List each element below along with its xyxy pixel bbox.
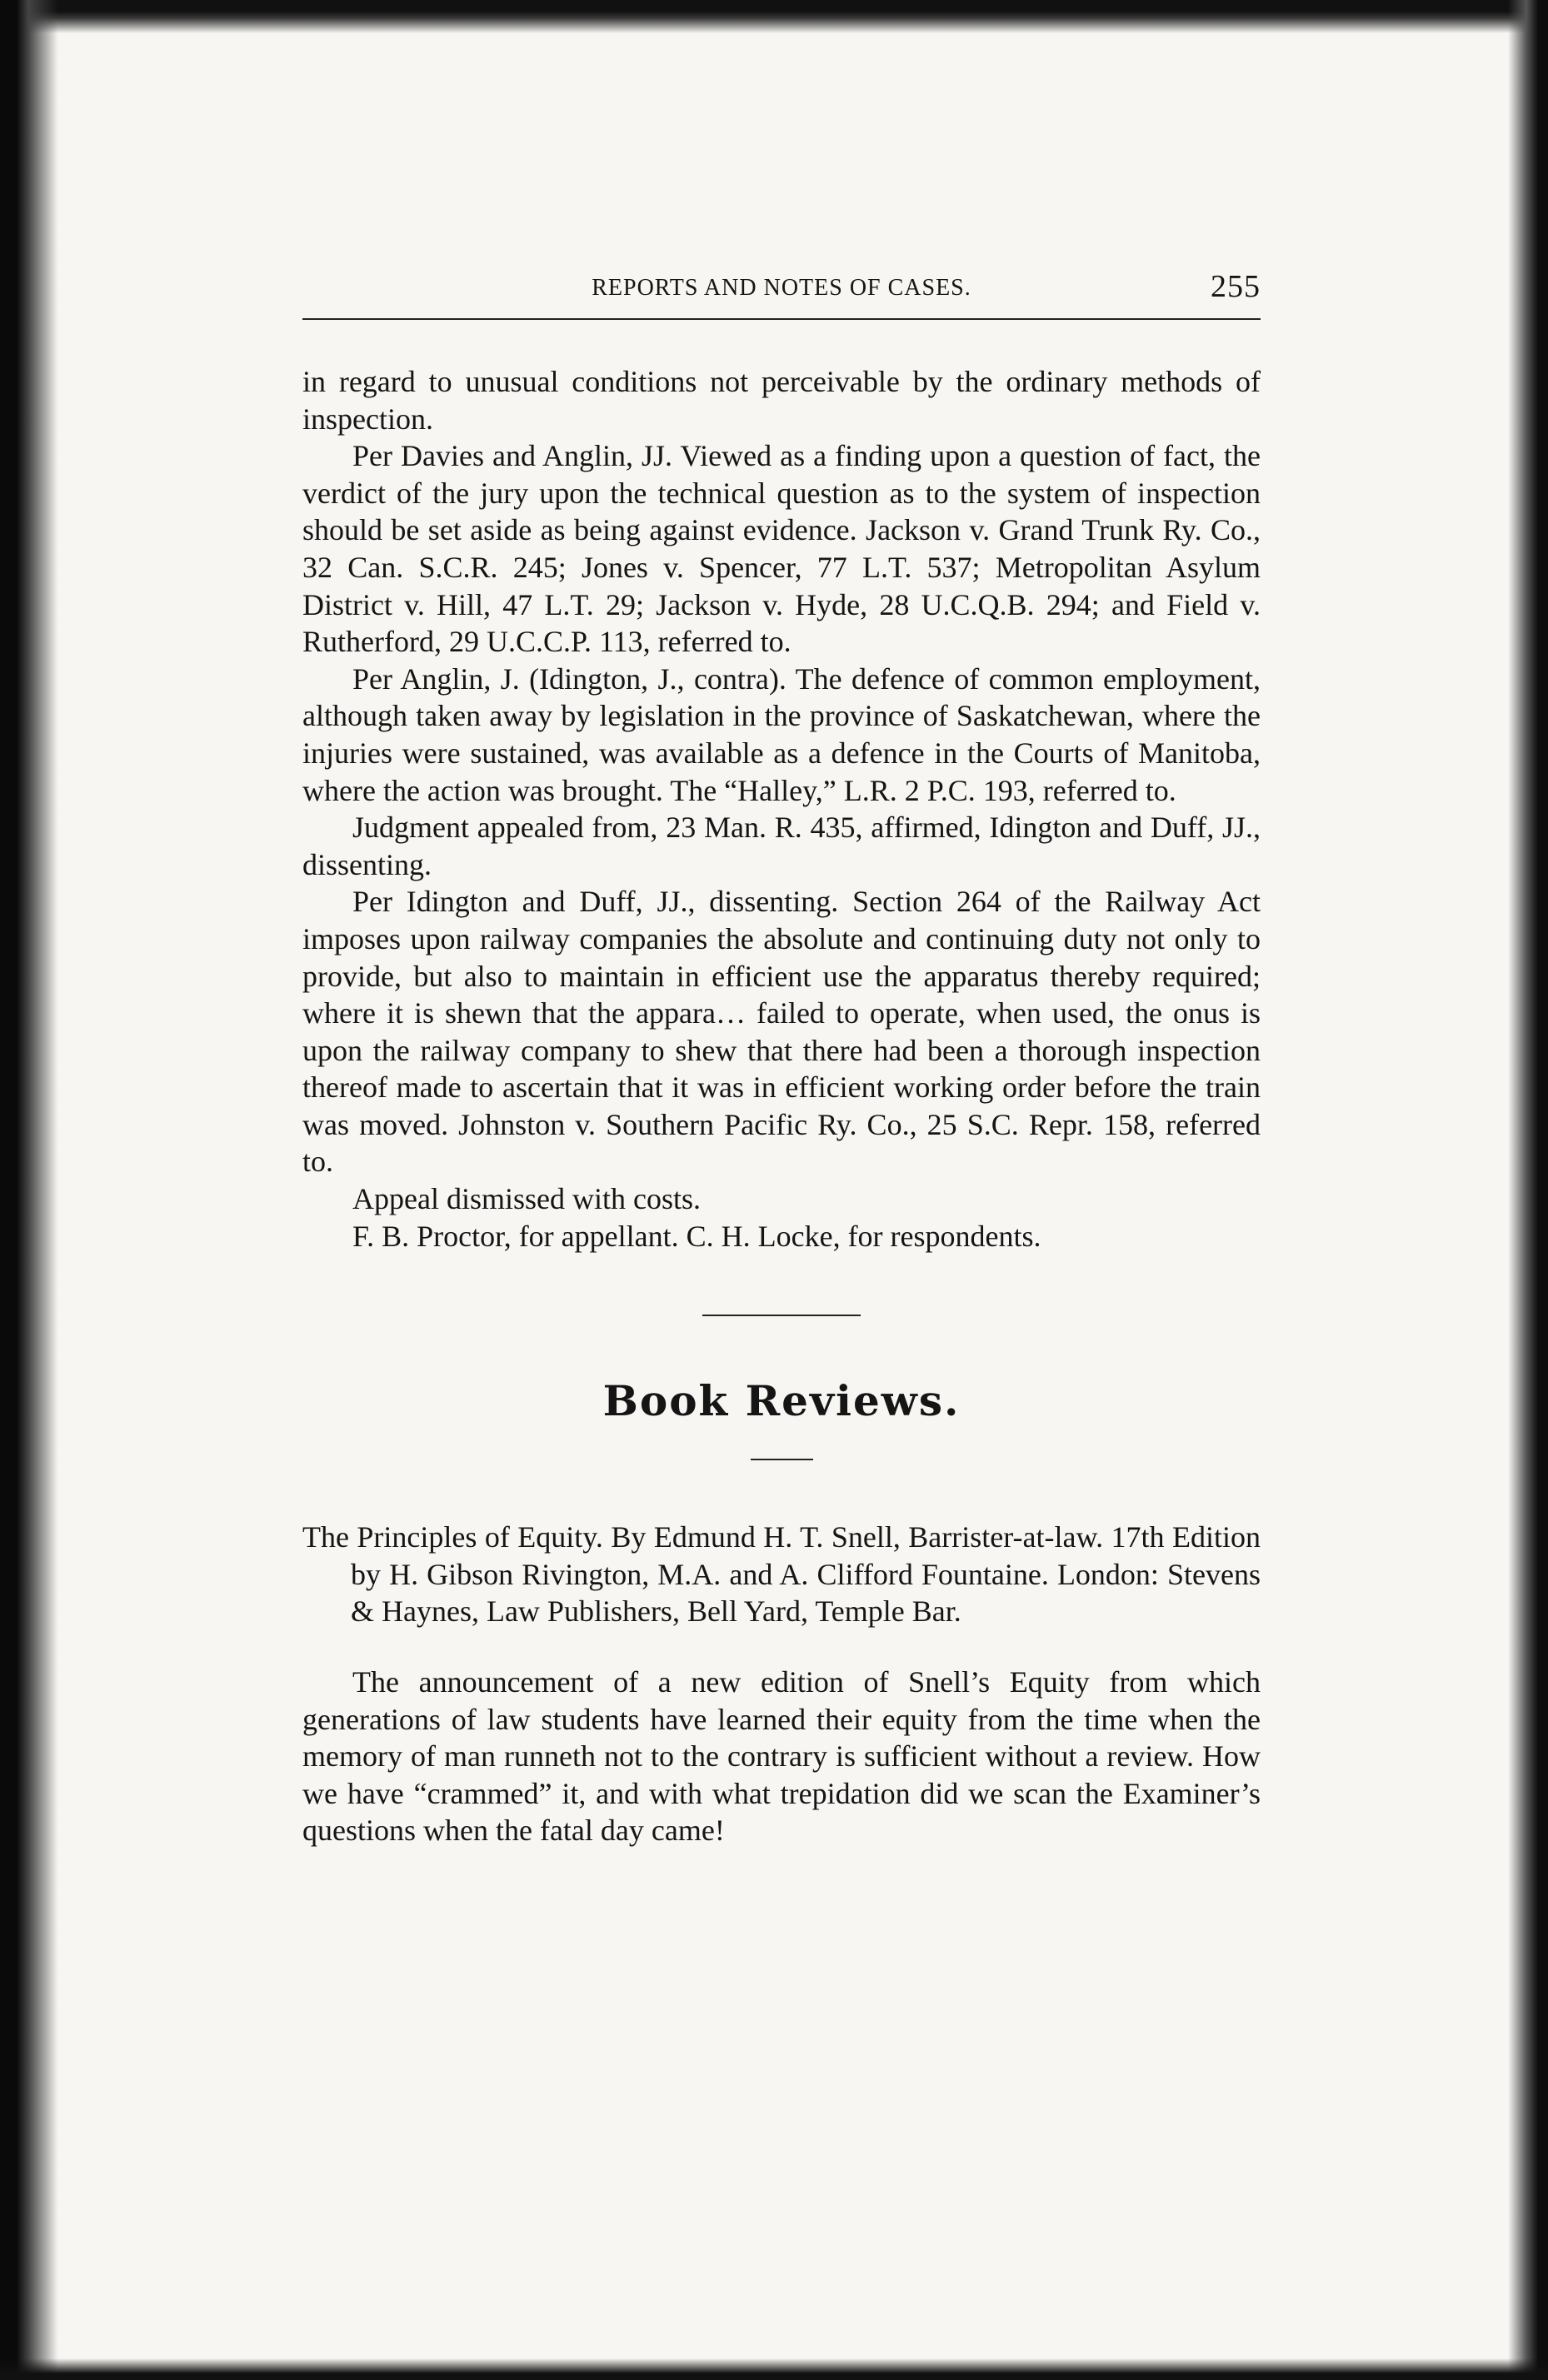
paragraph: Per Anglin, J. (Idington, J., contra). The defence of common employment, although taken away by legislation in the province of Saskatchewan, where the injuries were sustained, was available as a defence in the Courts of Manitoba, where the action was brought. The “Halley,” L.R. 2 P.C. 193, referred to. bbox=[302, 661, 1261, 807]
heading-rule bbox=[751, 1459, 813, 1460]
paragraph: Per Davies and Anglin, JJ. Viewed as a finding upon a question of fact, the verdict of the jury upon the technical question as to the system of inspection should be set aside as being against evidence. Jackson v. Grand Trunk Ry. Co., 32 Can. S.C.R. 245; Jones v. Spencer, 77 L.T. 537; Metropolitan Asylum District v. Hill, 47 L.T. 29; Jackson v. Hyde, 28 U.C.Q.B. 294; and Field v. Rutherford, 29 U.C.C.P. 113, referred to. bbox=[302, 439, 1261, 659]
paragraph: F. B. Proctor, for appellant. C. H. Locke, for respondents. bbox=[352, 1219, 1041, 1253]
page-number: 255 bbox=[1211, 269, 1261, 304]
section-heading: Book Reviews. bbox=[602, 1376, 961, 1426]
paragraph: Judgment appealed from, 23 Man. R. 435, affirmed, Idington and Duff, JJ., dissenting. bbox=[302, 811, 1261, 881]
paragraph: Per Idington and Duff, JJ., dissenting. Section 264 of the Railway Act imposes upon railway companies the absolute and continuing duty not only to provide, but also to maintain in efficient use the apparatus thereby required; where it is shewn that the appara… failed to operate, when used, the onus is upon the railway company to shew that there had been a thorough inspection thereof made to ascertain that it was in efficient working order before the train was moved. Johnston v. Southern Pacific Ry. Co., 25 S.C. Repr. 158, referred to. bbox=[302, 885, 1261, 1179]
paragraph: in regard to unusual conditions not perceivable by the ordinary methods of inspection. bbox=[302, 365, 1261, 436]
running-head bbox=[302, 250, 1261, 304]
scan-border-bottom bbox=[0, 2358, 1548, 2380]
paragraph: Appeal dismissed with costs. bbox=[352, 1182, 701, 1216]
scan-border-right bbox=[1508, 0, 1548, 2380]
case-report bbox=[302, 363, 1261, 1255]
header-rule bbox=[302, 318, 1261, 320]
review-entry-text: The announcement of a new edition of Snell’s Equity from which generations of law students have learned their equity from the time when the memory of man runneth not to the contrary is sufficient without a review. How we have “crammed” it, and with what trepidation did we scan the Examiner’s questions when the fatal day came! bbox=[302, 1665, 1261, 1848]
review-entry-heading: The Principles of Equity. By Edmund H. T. Snell, Barrister-at-law. 17th Edition by H. Gibson Rivington, M.A. and A. Clifford Fountaine. London: Stevens & Haynes, Law Publishers, Bell Yard, Temple Bar. bbox=[302, 1520, 1261, 1629]
section-separator bbox=[702, 1315, 861, 1316]
scan-border-left bbox=[0, 0, 58, 2380]
page-content bbox=[302, 250, 1261, 1849]
running-title: REPORTS AND NOTES OF CASES. bbox=[592, 275, 971, 301]
scan-border-top bbox=[0, 0, 1548, 33]
